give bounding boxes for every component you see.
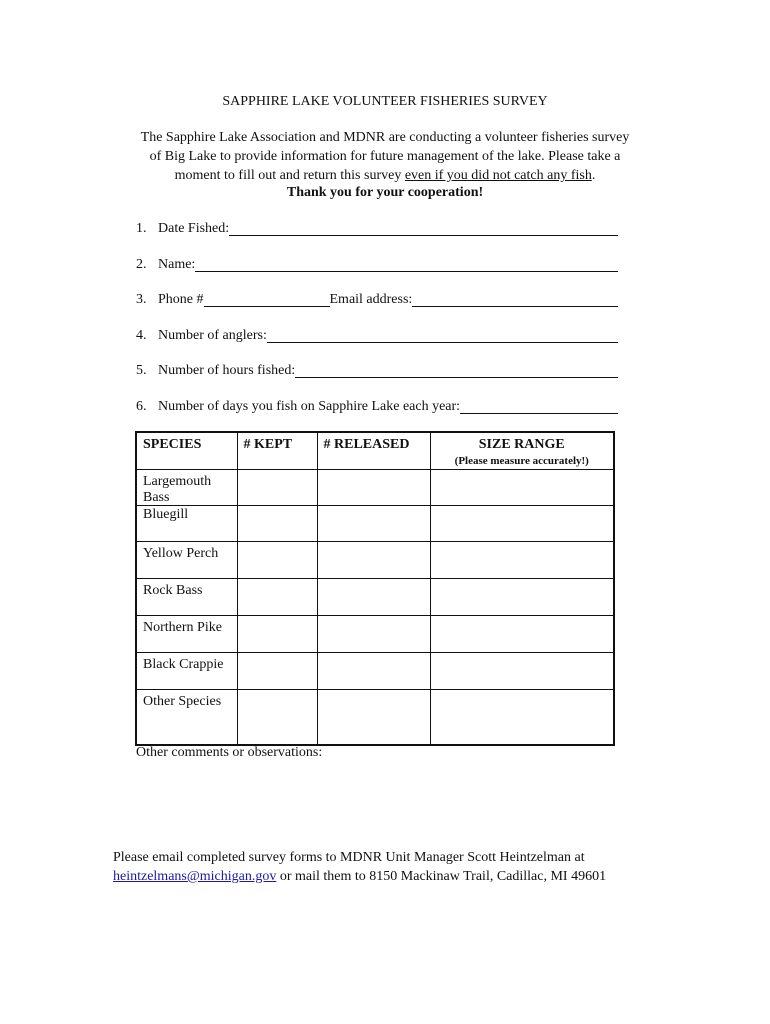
days-field[interactable] — [460, 398, 618, 414]
hours-field[interactable] — [295, 362, 618, 378]
species-cell — [136, 652, 237, 689]
table-header-row — [136, 432, 614, 469]
question-label: Name: — [158, 257, 196, 272]
survey-title: SAPPHIRE LAKE VOLUNTEER FISHERIES SURVEY — [222, 94, 548, 109]
question-number: 2. — [136, 257, 147, 272]
kept-cell[interactable] — [237, 505, 317, 541]
footer-address: or mail them to 8150 Mackinaw Trail, Cadillac, MI 49601 — [276, 869, 607, 884]
kept-cell[interactable] — [237, 689, 317, 745]
released-cell[interactable] — [317, 615, 430, 652]
released-cell[interactable] — [317, 578, 430, 615]
species-table — [135, 431, 615, 746]
email-field[interactable] — [412, 291, 618, 307]
comments-label: Other comments or observations: — [136, 745, 323, 760]
header-released: # RELEASED — [317, 432, 430, 469]
species-name: Yellow Perch — [143, 545, 219, 561]
species-name: Northern Pike — [143, 619, 222, 635]
intro-line-3 — [110, 166, 660, 185]
question-days — [136, 396, 618, 416]
size-range-cell[interactable] — [430, 652, 614, 689]
intro-paragraph — [110, 128, 660, 185]
question-label: Number of hours fished: — [158, 363, 296, 378]
header-size-range — [430, 432, 614, 469]
intro-underlined-text: even if you did not catch any fish — [404, 168, 592, 183]
table-row — [136, 541, 614, 578]
species-cell — [136, 615, 237, 652]
footer-line-2 — [113, 867, 673, 886]
intro-line-1: The Sapphire Lake Association and MDNR are conducting a volunteer fisheries survey — [140, 130, 630, 145]
question-number: 3. — [136, 292, 147, 307]
kept-cell[interactable] — [237, 541, 317, 578]
species-cell — [136, 541, 237, 578]
kept-cell[interactable] — [237, 469, 317, 505]
footer-instructions — [113, 848, 673, 886]
thanks-text: Thank you for your cooperation! — [286, 185, 484, 200]
email-link[interactable]: heintzelmans@michigan.gov — [113, 869, 277, 884]
name-field[interactable] — [195, 256, 618, 272]
question-hours — [136, 360, 618, 380]
size-range-cell[interactable] — [430, 578, 614, 615]
question-label-email: Email address: — [329, 292, 413, 307]
species-cell — [136, 578, 237, 615]
size-range-cell[interactable] — [430, 615, 614, 652]
kept-cell[interactable] — [237, 652, 317, 689]
question-label: Date Fished: — [158, 221, 230, 236]
species-name: Rock Bass — [143, 582, 203, 598]
question-number: 1. — [136, 221, 147, 236]
phone-field[interactable] — [204, 291, 330, 307]
anglers-field[interactable] — [267, 327, 618, 343]
released-cell[interactable] — [317, 689, 430, 745]
question-number: 4. — [136, 328, 147, 343]
intro-line-3-start: moment to fill out and return this survey — [174, 168, 405, 183]
size-range-cell[interactable] — [430, 505, 614, 541]
species-name: Other Species — [143, 693, 222, 709]
table-row — [136, 652, 614, 689]
size-range-cell[interactable] — [430, 541, 614, 578]
footer-line-1: Please email completed survey forms to MDNR Unit Manager Scott Heintzelman at — [113, 850, 585, 865]
date-fished-field[interactable] — [229, 220, 618, 236]
question-label: Number of anglers: — [158, 328, 267, 343]
question-number: 6. — [136, 399, 147, 414]
kept-cell[interactable] — [237, 615, 317, 652]
intro-line-3-end: . — [591, 168, 596, 183]
intro-line-2: of Big Lake to provide information for future management of the lake. Please take a — [149, 149, 621, 164]
species-name: Largemouth — [143, 473, 212, 489]
header-kept: # KEPT — [237, 432, 317, 469]
species-cell — [136, 489, 237, 541]
question-phone-email — [136, 289, 618, 309]
question-anglers — [136, 325, 618, 345]
species-name: Bass — [143, 489, 170, 505]
table-row — [136, 578, 614, 615]
released-cell[interactable] — [317, 652, 430, 689]
question-date-fished — [136, 218, 618, 238]
question-label: Phone # — [158, 292, 204, 307]
header-species: SPECIES — [136, 432, 237, 469]
released-cell[interactable] — [317, 505, 430, 541]
released-cell[interactable] — [317, 541, 430, 578]
table-row — [136, 689, 614, 745]
question-number: 5. — [136, 363, 147, 378]
species-name: Bluegill — [143, 506, 189, 522]
question-name — [136, 254, 618, 274]
species-name: Black Crappie — [143, 656, 224, 672]
table-row — [136, 615, 614, 652]
size-range-cell[interactable] — [430, 469, 614, 505]
question-label: Number of days you fish on Sapphire Lake each year: — [158, 399, 461, 414]
kept-cell[interactable] — [237, 578, 317, 615]
size-range-cell[interactable] — [430, 689, 614, 745]
species-cell — [136, 689, 237, 745]
table-row — [136, 505, 614, 541]
released-cell[interactable] — [317, 469, 430, 505]
header-size-note: (Please measure accurately!) — [454, 455, 589, 467]
header-size-label: SIZE RANGE — [478, 437, 565, 452]
